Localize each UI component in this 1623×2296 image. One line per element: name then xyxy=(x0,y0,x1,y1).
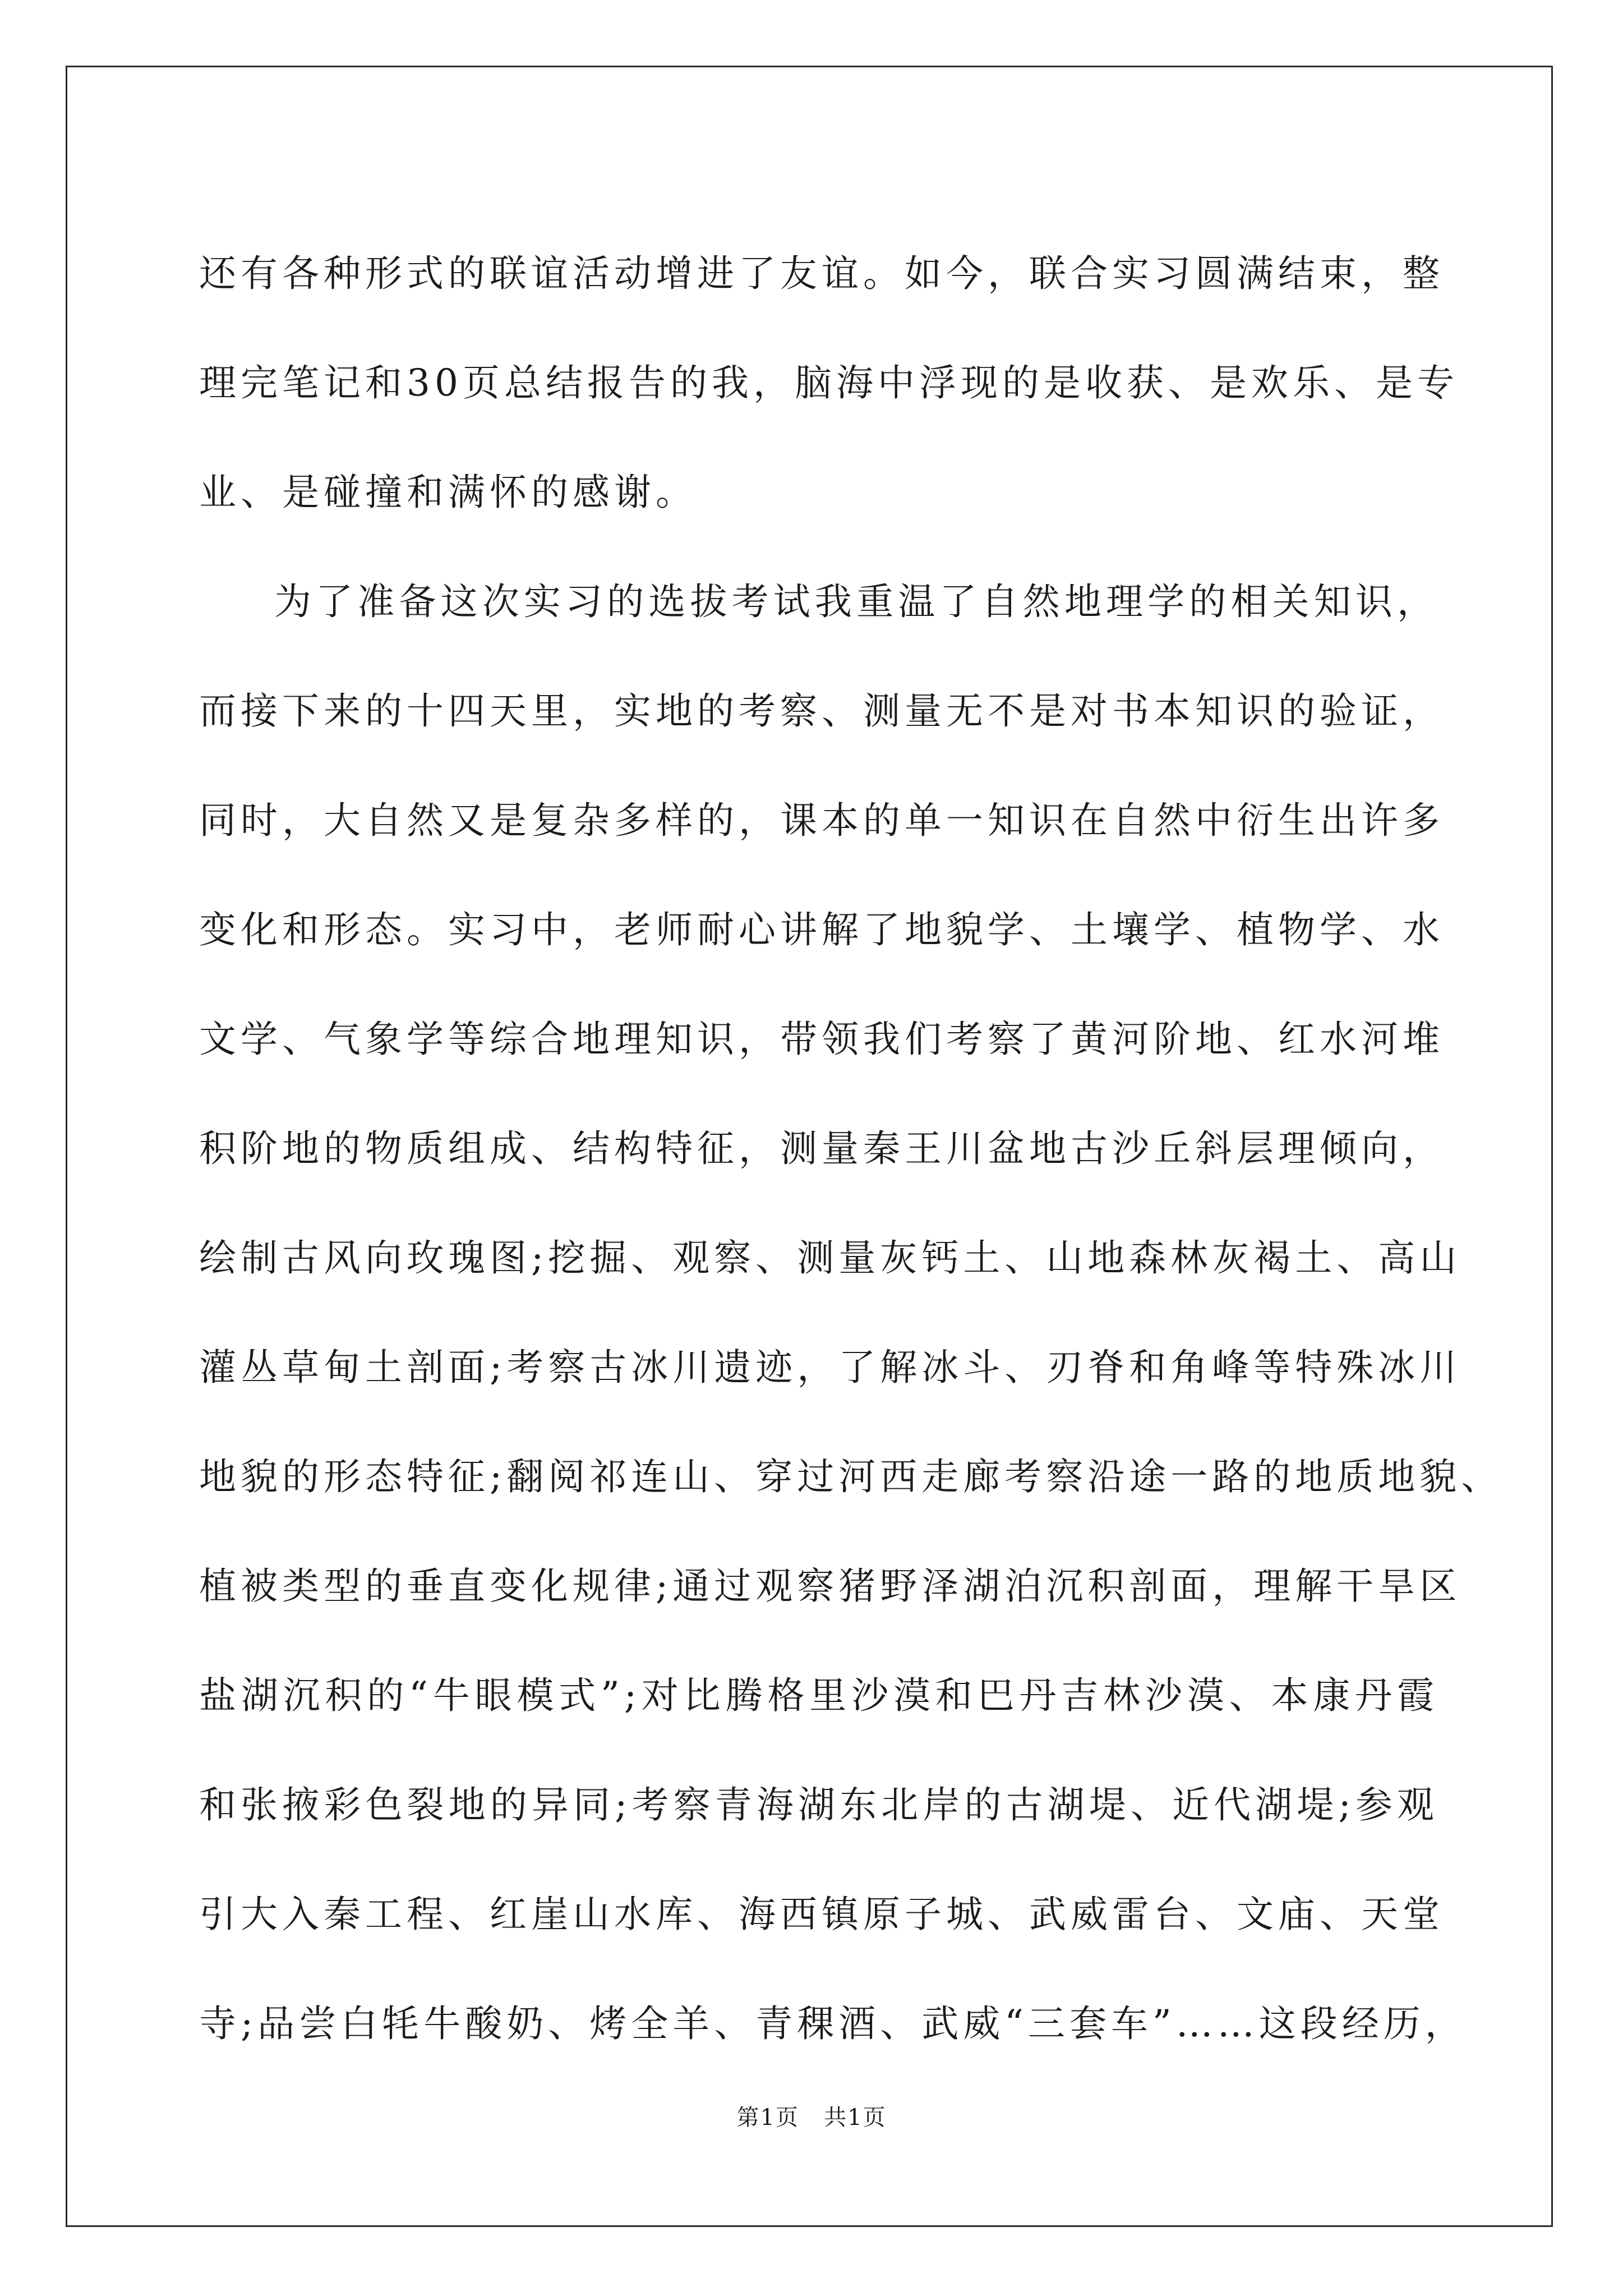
text-line: 和张掖彩色裂地的异同;考察青海湖东北岸的古湖堤、近代湖堤;参观 xyxy=(199,1783,1438,1826)
total-page-count: 共1页 xyxy=(824,2105,887,2131)
page-footer xyxy=(0,2100,1623,2132)
text-line: 灌丛草甸土剖面;考察古冰川遗迹，了解冰斗、刃脊和角峰等特殊冰川 xyxy=(199,1346,1461,1389)
text-line: 还有各种形式的联谊活动增进了友谊。如今，联合实习圆满结束，整 xyxy=(199,252,1444,295)
text-line: 引大入秦工程、红崖山水库、海西镇原子城、武威雷台、文庙、天堂 xyxy=(199,1893,1444,1936)
text-line: 绘制古风向玫瑰图;挖掘、观察、测量灰钙土、山地森林灰褐土、高山 xyxy=(199,1236,1461,1280)
text-line: 寺;品尝白牦牛酸奶、烤全羊、青稞酒、武威“三套车”……这段经历， xyxy=(199,2002,1467,2045)
text-line: 变化和形态。实习中，老师耐心讲解了地貌学、土壤学、植物学、水 xyxy=(199,908,1444,951)
text-line: 文学、气象学等综合地理知识，带领我们考察了黄河阶地、红水河堆 xyxy=(199,1018,1444,1061)
text-line: 地貌的形态特征;翻阅祁连山、穿过河西走廊考察沿途一路的地质地貌、 xyxy=(199,1455,1503,1498)
text-line: 理完笔记和30页总结报告的我，脑海中浮现的是收获、是欢乐、是专 xyxy=(199,361,1459,404)
current-page-number: 第1页 xyxy=(736,2105,799,2131)
paragraph-first-line: 为了准备这次实习的选拔考试我重温了自然地理学的相关知识， xyxy=(274,580,1438,623)
text-line: 同时，大自然又是复杂多样的，课本的单一知识在自然中衍生出许多 xyxy=(199,799,1444,842)
text-line: 积阶地的物质组成、结构特征，测量秦王川盆地古沙丘斜层理倾向， xyxy=(199,1127,1444,1170)
text-line: 业、是碰撞和满怀的感谢。 xyxy=(199,471,697,514)
text-line: 而接下来的十四天里，实地的考察、测量无不是对书本知识的验证， xyxy=(199,689,1444,733)
body-text xyxy=(199,219,1503,2078)
text-line: 盐湖沉积的“牛眼模式”;对比腾格里沙漠和巴丹吉林沙漠、本康丹霞 xyxy=(199,1674,1438,1717)
text-line: 植被类型的垂直变化规律;通过观察猪野泽湖泊沉积剖面，理解干旱区 xyxy=(199,1565,1461,1608)
